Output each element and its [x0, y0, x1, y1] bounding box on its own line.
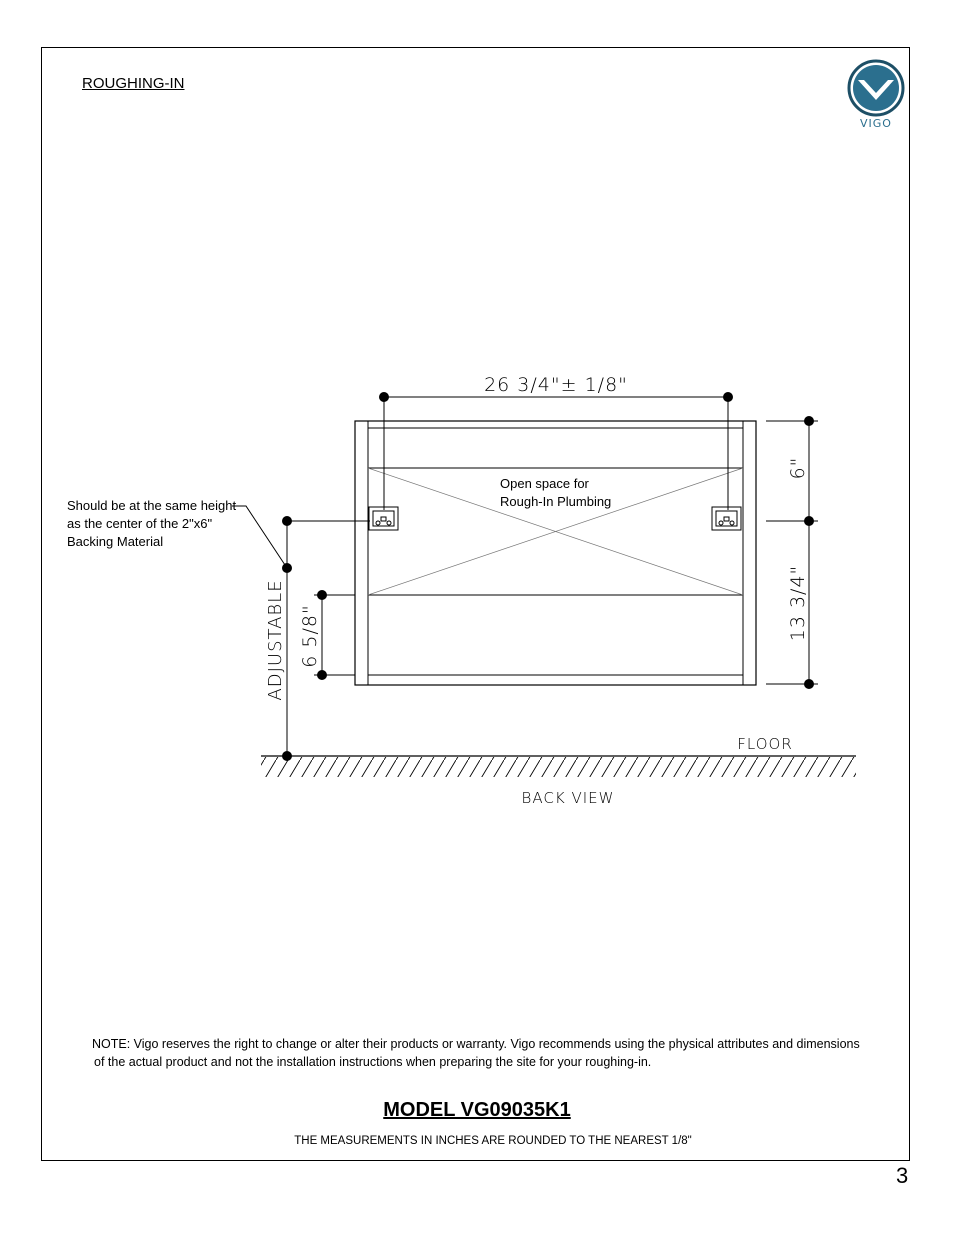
- left-mounting-bracket-icon: [369, 507, 398, 530]
- disclaimer-note: [92, 1035, 882, 1071]
- width-dimension-label: 26 3/4"± 1/8": [484, 374, 628, 396]
- right-mounting-bracket-icon: [712, 507, 741, 530]
- callout-leader: [232, 506, 287, 568]
- note-line-1: NOTE: Vigo reserves the right to change or alter their products or warranty. Vigo recommends using the physical attributes and dimensions: [92, 1037, 860, 1051]
- bottom-dimension-label: 6 5/8": [299, 604, 321, 668]
- floor-line: [261, 756, 856, 777]
- model-title: [0, 1099, 954, 1122]
- measurement-note: THE MEASUREMENTS IN INCHES ARE ROUNDED TO THE NEAREST 1/8": [294, 1135, 692, 1147]
- logo-text: VIGO: [860, 117, 892, 130]
- floor-label: FLOOR: [737, 735, 793, 753]
- page-number: 3: [896, 1163, 909, 1188]
- note-line-2: of the actual product and not the installation instructions when preparing the site for your roughing-in.: [94, 1055, 652, 1069]
- open-space-line: Rough-In Plumbing: [500, 494, 612, 509]
- left-height-dimensions: [283, 517, 371, 761]
- view-label: BACK VIEW: [521, 789, 615, 807]
- backing-callout-text: [67, 497, 236, 551]
- callout-line: Should be at the same height: [67, 498, 237, 513]
- height-dimension-label: 13 3/4": [787, 564, 809, 642]
- top-offset-dimension-label: 6": [787, 456, 809, 480]
- cabinet-outline: [355, 421, 756, 685]
- open-space-line: Open space for: [500, 476, 589, 491]
- callout-line: as the center of the 2"x6": [67, 516, 213, 531]
- callout-line: Backing Material: [67, 534, 164, 549]
- open-space-text: [500, 475, 611, 511]
- section-heading: ROUGHING-IN: [82, 75, 185, 92]
- model-number: MODEL VG09035K1: [383, 1099, 571, 1121]
- adjustable-label: ADJUSTABLE: [265, 579, 286, 701]
